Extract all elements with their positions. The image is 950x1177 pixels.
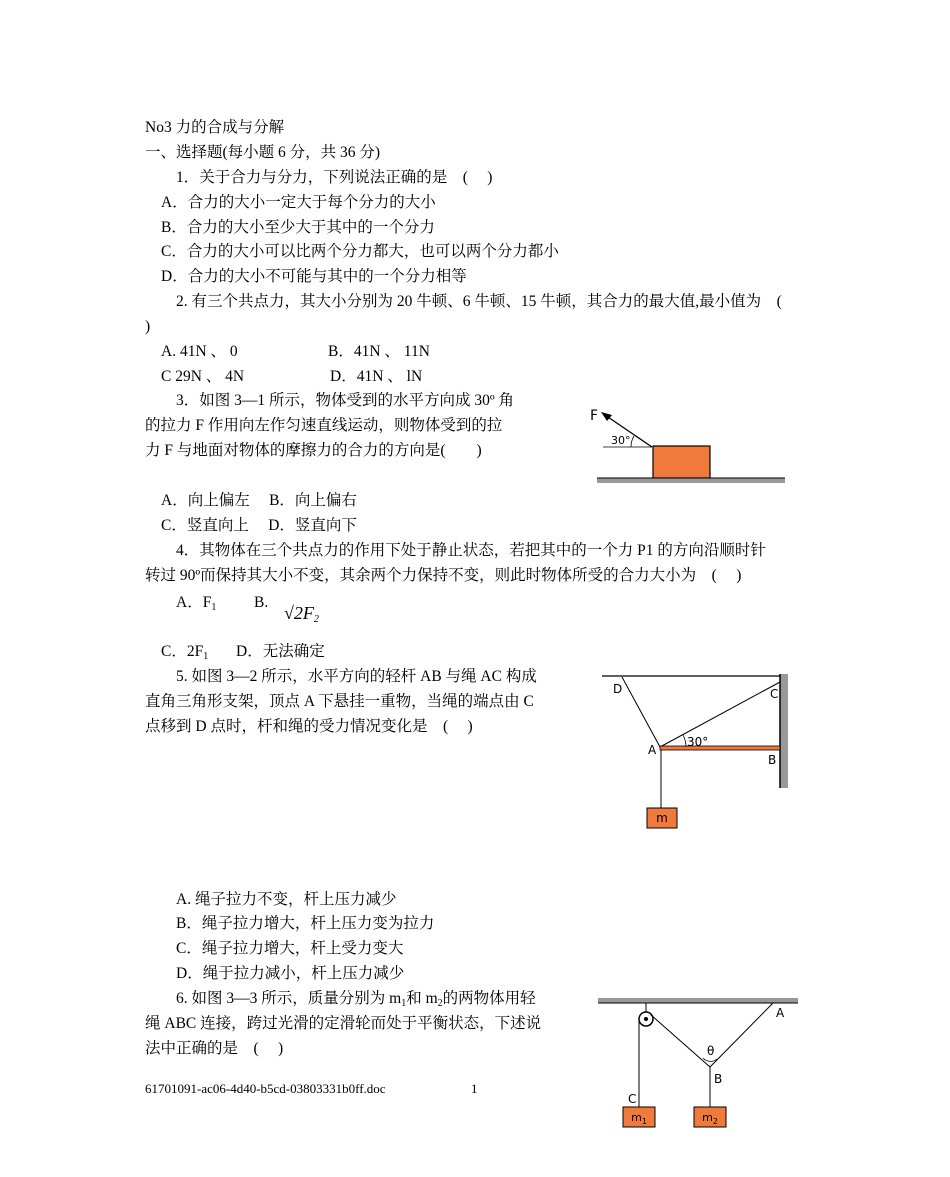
arrow-head-icon [601, 412, 612, 421]
fig2-label-d: D [613, 682, 623, 696]
footer-filename: 61701091-ac06-4d40-b5cd-03803331b0ff.doc [145, 1081, 386, 1096]
q6-line3: 法中正确的是 ( ) [145, 1040, 284, 1057]
fig2-angle-arc [683, 735, 686, 747]
fig3-rope-pulley-b [651, 1015, 710, 1067]
q5-option-b: B．绳子拉力增大，杆上压力变为拉力 [176, 915, 435, 932]
q5-option-d: D．绳于拉力减小，杆上压力减少 [176, 965, 405, 982]
fig1-ground [597, 478, 785, 483]
fig1-block [653, 446, 710, 478]
fig3-label-b: B [714, 1072, 723, 1086]
q1-option-b: B．合力的大小至少大于其中的一个分力 [161, 219, 435, 236]
q5-line1: 5. 如图 3—2 所示，水平方向的轻杆 AB 与绳 AC 构成 [176, 668, 537, 685]
q2-option-a: A. 41N 、 0 [161, 343, 238, 360]
figure-3-2 [600, 672, 800, 837]
fig3-theta-label: θ [707, 1044, 715, 1058]
q5-option-c: C．绳子拉力增大，杆上受力变大 [176, 940, 404, 957]
section-heading: 一、选择题(每小题 6 分，共 36 分) [145, 144, 381, 161]
q4-option-b-math: $√2F_2$ [284, 603, 319, 625]
fig1-force-label: F [590, 408, 599, 424]
q2-option-b: B．41N 、 11N [328, 343, 430, 360]
figure-3-1 [585, 400, 795, 495]
q6-line1: 6. 如图 3—3 所示，质量分别为 $m_1$和 $m_2$的两物体用轻 [176, 990, 536, 1009]
q4-line1: 4．其物体在三个共点力的作用下处于静止状态，若把其中的一个力 P1 的方向沿顺时针 [176, 542, 766, 559]
fig3-mass1-label: $m_1$ [631, 1111, 647, 1126]
fig3-label-c: C [628, 1092, 637, 1106]
q4-line2: 转过 90º而保持其大小不变，其余两个力保持不变，则此时物体所受的合力大小为 ( ) [145, 567, 742, 584]
fig2-label-a: A [648, 743, 657, 757]
q5-line2: 直角三角形支架，顶点 A 下悬挂一重物，当绳的端点由 C [145, 693, 534, 710]
fig3-angle-arc [703, 1058, 717, 1061]
fig3-ceiling [598, 998, 798, 1003]
q3-options-ab: A．向上偏左 B．向上偏右 [161, 492, 357, 509]
fig2-label-b: B [768, 753, 777, 767]
q5-option-a: A. 绳子拉力不变，杆上压力减少 [176, 891, 397, 908]
q5-line3: 点移到 D 点时，杆和绳的受力情况变化是 ( ) [145, 718, 473, 735]
q1-option-a: A．合力的大小一定大于每个分力的大小 [161, 194, 436, 211]
fig1-angle-arc [631, 436, 634, 447]
document-title: No3 力的合成与分解 [145, 119, 285, 136]
fig3-rope-ab [710, 1003, 773, 1067]
fig3-label-a: A [776, 1006, 785, 1020]
figure-3-3 [595, 995, 805, 1135]
q2-option-c: C 29N 、 4N [161, 368, 245, 385]
fig2-rod-ab [660, 746, 780, 750]
q3-line2: 的拉力 F 作用向左作匀速直线运动，则物体受到的拉 [145, 417, 503, 434]
fig2-wall [780, 674, 788, 788]
q1-option-d: D．合力的大小不可能与其中的一个分力相等 [161, 268, 467, 285]
q3-line1: 3．如图 3—1 所示，物体受到的水平方向成 30º 角 [176, 392, 515, 409]
q3-line3: 力 F 与地面对物体的摩擦力的合力的方向是( ) [145, 442, 482, 459]
q2-stem: 2. 有三个共点力，其大小分别为 20 牛顿、6 牛顿、15 牛顿，其合力的最大值,最小值为 ( [176, 293, 782, 310]
q1-option-c: C．合力的大小可以比两个分力都大，也可以两个分力都小 [161, 243, 559, 260]
q4-option-b: B. [254, 594, 269, 611]
fig2-rope-ad [622, 677, 660, 747]
q4-option-a: A．$F_1$ [176, 594, 217, 613]
q1-stem: 1．关于合力与分力，下列说法正确的是 ( ) [176, 169, 493, 186]
footer-page-number: 1 [471, 1081, 478, 1096]
q4-option-d: D．无法确定 [236, 643, 325, 660]
q6-line2: 绳 ABC 连接，跨过光滑的定滑轮而处于平衡状态，下述说 [145, 1015, 542, 1032]
fig1-angle-label: 30° [611, 434, 631, 447]
q2-stem-end: ) [145, 318, 151, 335]
q4-option-c: C．$2F_1$ [161, 643, 209, 662]
fig2-angle-label: 30° [687, 735, 709, 749]
fig2-mass-label: m [656, 811, 668, 825]
fig2-rope-ac [660, 682, 780, 747]
fig3-mass2-label: $m_2$ [702, 1111, 718, 1126]
q2-option-d: D．41N 、 lN [330, 368, 423, 385]
fig2-label-c: C [770, 687, 779, 701]
q3-options-cd: C．竖直向上 D．竖直向下 [161, 517, 357, 534]
